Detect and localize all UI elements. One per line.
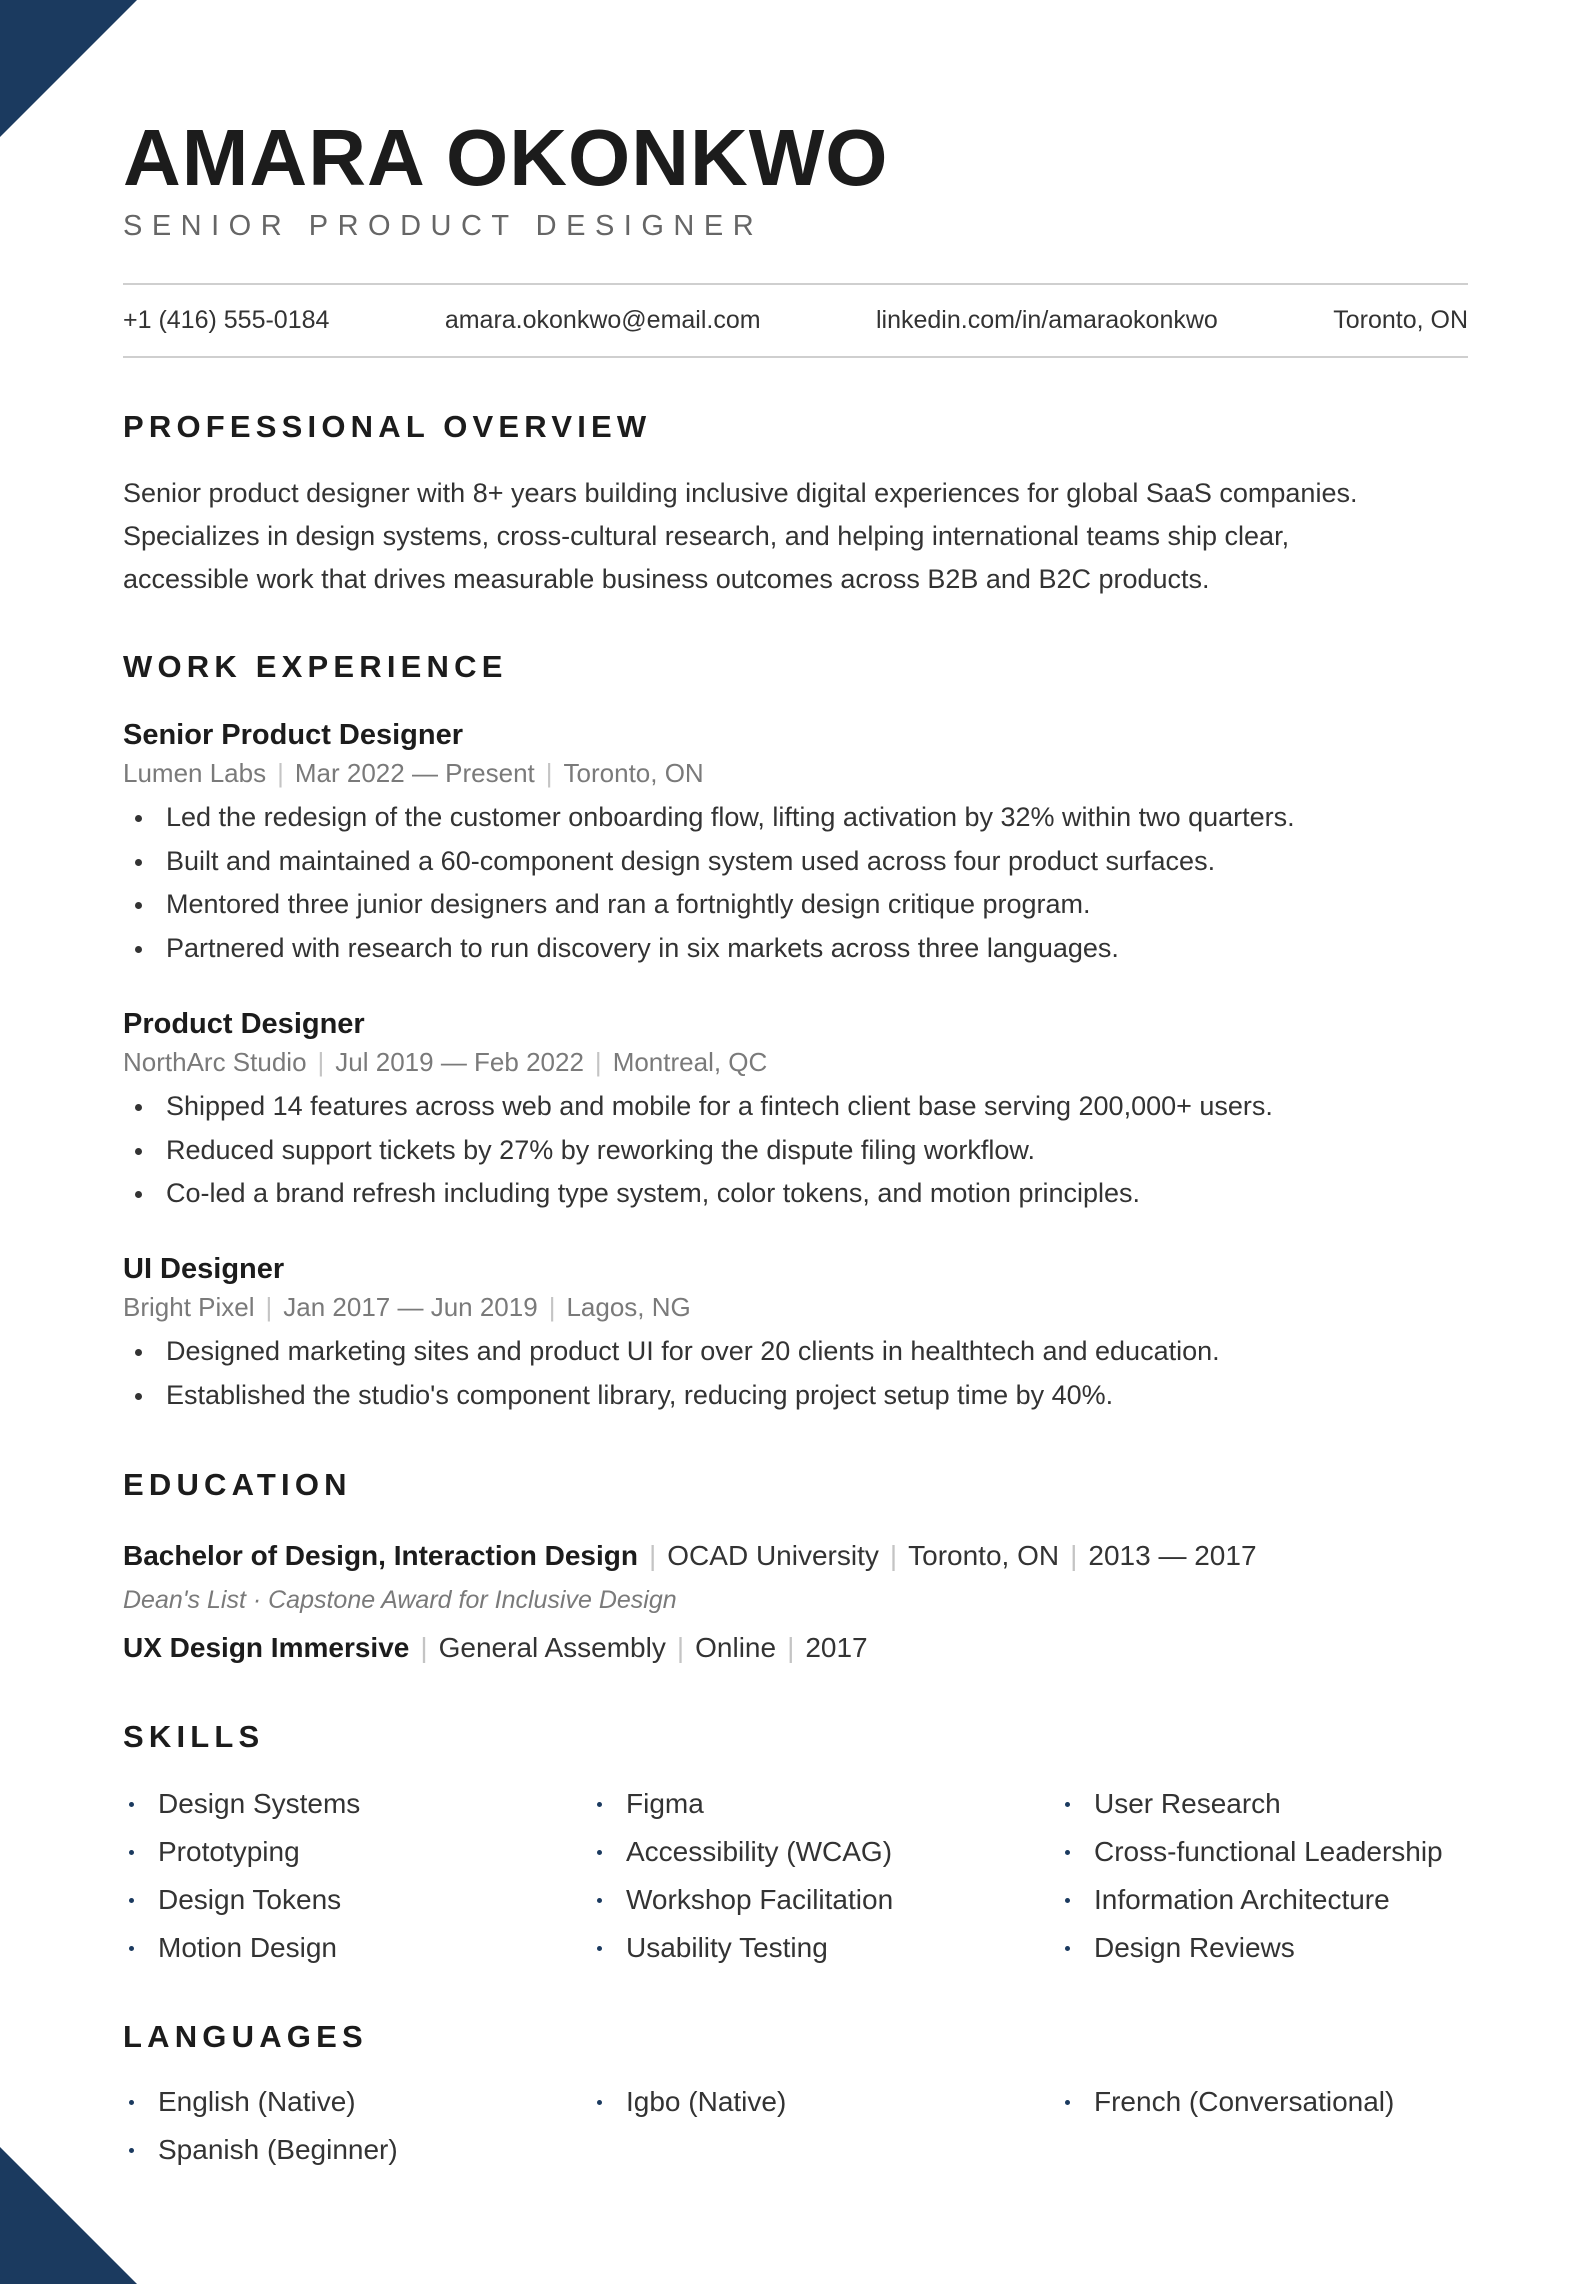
language-item: Spanish (Beginner) xyxy=(123,2126,591,2174)
job-bullet: Designed marketing sites and product UI for over 20 clients in healthtech and education. xyxy=(123,1330,1468,1374)
education-degree: Bachelor of Design, Interaction Design xyxy=(123,1540,638,1571)
education-entry: Bachelor of Design, Interaction Design | OCAD University | Toronto, ON | 2013 — 2017 xyxy=(123,1540,1257,1571)
education-years: 2013 — 2017 xyxy=(1088,1540,1257,1571)
job-company: NorthArc Studio xyxy=(123,1047,307,1077)
candidate-name: AMARA OKONKWO xyxy=(123,113,889,202)
job-dates: Jul 2019 — Feb 2022 xyxy=(335,1047,584,1077)
job-meta: Bright Pixel | Jan 2017 — Jun 2019 | Lagos, NG xyxy=(123,1292,691,1322)
skill-item: Usability Testing xyxy=(591,1924,1059,1972)
contact-divider-top xyxy=(123,283,1468,285)
section-heading-experience: WORK EXPERIENCE xyxy=(123,649,508,684)
education-years: 2017 xyxy=(805,1632,868,1663)
overview-paragraph xyxy=(123,472,1468,601)
overview-line: Senior product designer with 8+ years building inclusive digital experiences for global SaaS companies. xyxy=(123,478,1358,508)
job-title: UI Designer xyxy=(123,1253,285,1285)
job-location: Lagos, NG xyxy=(566,1292,691,1322)
job-location: Toronto, ON xyxy=(563,758,704,788)
job-company: Lumen Labs xyxy=(123,758,267,788)
job-bullet: Co-led a brand refresh including type system, color tokens, and motion principles. xyxy=(123,1172,1468,1216)
job-entry xyxy=(123,1005,1468,1216)
job-bullets xyxy=(123,1085,1468,1216)
job-bullet: Partnered with research to run discovery in six markets across three languages. xyxy=(123,927,1468,971)
section-heading-education: EDUCATION xyxy=(123,1467,352,1502)
candidate-title: SENIOR PRODUCT DESIGNER xyxy=(123,210,764,242)
job-bullet: Built and maintained a 60-component design system used across four product surfaces. xyxy=(123,840,1468,884)
education-school: OCAD University xyxy=(667,1540,879,1571)
language-item: Igbo (Native) xyxy=(591,2078,1059,2126)
contact-linkedin: linkedin.com/in/amaraokonkwo xyxy=(875,306,1218,334)
job-bullet: Established the studio's component library, reducing project setup time by 40%. xyxy=(123,1374,1468,1418)
skills-list xyxy=(123,1780,1468,1972)
skill-item: Design Systems xyxy=(123,1780,591,1828)
section-heading-languages: LANGUAGES xyxy=(123,2019,368,2054)
education-degree: UX Design Immersive xyxy=(123,1632,410,1663)
job-bullet: Reduced support tickets by 27% by reworking the dispute filing workflow. xyxy=(123,1129,1468,1173)
contact-email: amara.okonkwo@email.com xyxy=(444,306,761,334)
job-meta: Lumen Labs | Mar 2022 — Present | Toronto, ON xyxy=(123,758,704,788)
job-meta: NorthArc Studio | Jul 2019 — Feb 2022 | Montreal, QC xyxy=(123,1047,768,1077)
languages-list xyxy=(123,2078,1468,2174)
education-location: Online xyxy=(695,1632,777,1663)
language-item: French (Conversational) xyxy=(1059,2078,1468,2126)
contact-divider-bottom xyxy=(123,356,1468,358)
contact-location: Toronto, ON xyxy=(1333,306,1468,334)
job-bullet: Mentored three junior designers and ran a fortnightly design critique program. xyxy=(123,883,1468,927)
job-dates: Mar 2022 — Present xyxy=(294,758,535,788)
section-heading-overview: PROFESSIONAL OVERVIEW xyxy=(123,409,652,444)
job-dates: Jan 2017 — Jun 2019 xyxy=(283,1292,538,1322)
job-bullets xyxy=(123,1330,1468,1417)
skill-item: Information Architecture xyxy=(1059,1876,1468,1924)
skill-item: Design Tokens xyxy=(123,1876,591,1924)
skill-item: Prototyping xyxy=(123,1828,591,1876)
skill-item: Design Reviews xyxy=(1059,1924,1468,1972)
job-location: Montreal, QC xyxy=(612,1047,768,1077)
job-entry xyxy=(123,716,1468,970)
skill-item: Motion Design xyxy=(123,1924,591,1972)
job-title: Senior Product Designer xyxy=(123,719,464,751)
education-honors: Dean's List · Capstone Award for Inclusive Design xyxy=(123,1586,677,1614)
skill-item: Accessibility (WCAG) xyxy=(591,1828,1059,1876)
job-title: Product Designer xyxy=(123,1008,365,1040)
job-bullet: Led the redesign of the customer onboarding flow, lifting activation by 32% within two quarters. xyxy=(123,796,1468,840)
section-heading-skills: SKILLS xyxy=(123,1719,265,1754)
job-company: Bright Pixel xyxy=(123,1292,255,1322)
contact-phone: +1 (416) 555-0184 xyxy=(123,306,330,334)
skill-item: Figma xyxy=(591,1780,1059,1828)
job-bullet: Shipped 14 features across web and mobile for a fintech client base serving 200,000+ users. xyxy=(123,1085,1468,1129)
corner-decoration-bottom-left xyxy=(0,2147,137,2284)
skill-item: Workshop Facilitation xyxy=(591,1876,1059,1924)
education-school: General Assembly xyxy=(438,1632,666,1663)
education-location: Toronto, ON xyxy=(908,1540,1060,1571)
job-bullets xyxy=(123,796,1468,970)
overview-line: Specializes in design systems, cross-cultural research, and helping international teams ship clear, xyxy=(123,521,1290,551)
language-item: English (Native) xyxy=(123,2078,591,2126)
job-entry xyxy=(123,1250,1468,1417)
overview-line: accessible work that drives measurable business outcomes across B2B and B2C products. xyxy=(123,564,1210,594)
contact-bar xyxy=(123,303,1468,337)
skill-item: Cross-functional Leadership xyxy=(1059,1828,1468,1876)
skill-item: User Research xyxy=(1059,1780,1468,1828)
education-entry: UX Design Immersive | General Assembly | Online | 2017 xyxy=(123,1632,868,1663)
corner-decoration-top-left xyxy=(0,0,137,137)
